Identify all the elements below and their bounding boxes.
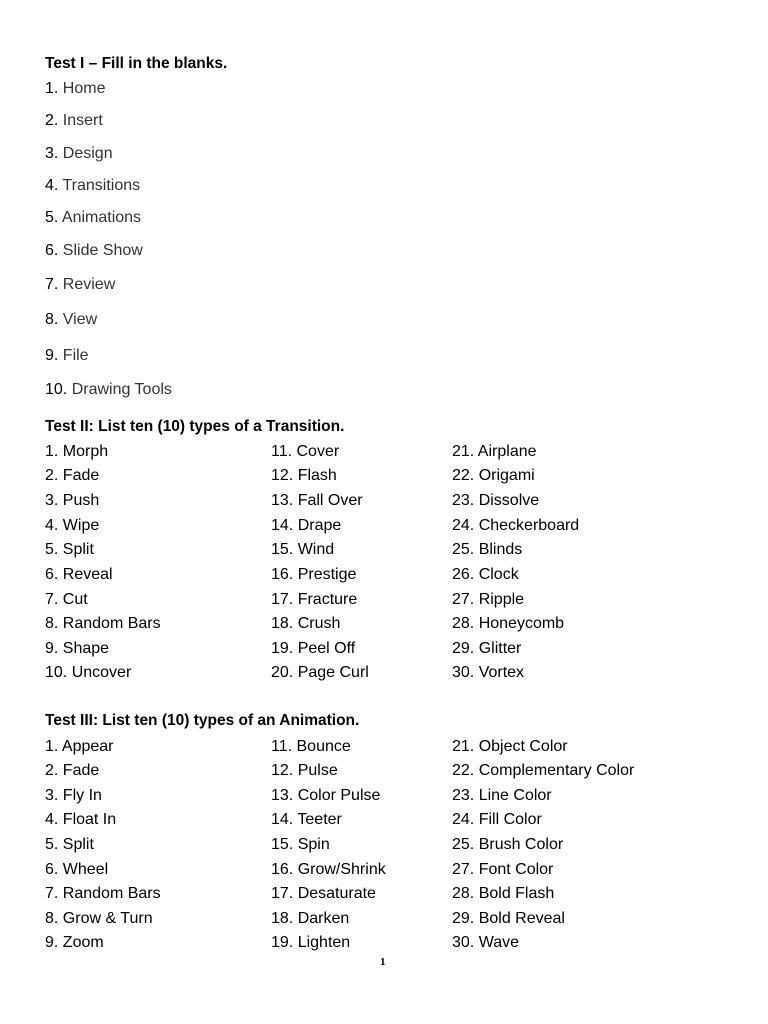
item-number: 2. xyxy=(45,112,59,129)
transition-list-item: 27. Ripple xyxy=(452,591,525,608)
transition-list-item: 17. Fracture xyxy=(271,591,358,608)
animation-list-item: 1. Appear xyxy=(45,738,114,755)
animation-list-item: 2. Fade xyxy=(45,762,100,779)
transition-list-item: 24. Checkerboard xyxy=(452,517,580,534)
transition-list-item: 30. Vortex xyxy=(452,664,525,681)
transition-list-item: 6. Reveal xyxy=(45,566,113,583)
animation-list-item: 18. Darken xyxy=(271,910,350,927)
transition-list-item: 29. Glitter xyxy=(452,640,522,657)
test1-item xyxy=(45,242,143,260)
animation-list-item: 28. Bold Flash xyxy=(452,885,555,902)
transition-list-item: 16. Prestige xyxy=(271,566,357,583)
transition-list-item: 11. Cover xyxy=(271,443,340,460)
test1-heading: Test I – Fill in the blanks. xyxy=(45,55,228,72)
transition-list-item: 13. Fall Over xyxy=(271,492,363,509)
transition-list-item: 9. Shape xyxy=(45,640,110,657)
item-answer: Animations xyxy=(61,209,142,226)
item-answer: Review xyxy=(62,276,116,293)
transition-list-item: 2. Fade xyxy=(45,467,100,484)
animation-list-item: 29. Bold Reveal xyxy=(452,910,565,927)
animation-list-item: 13. Color Pulse xyxy=(271,787,381,804)
animation-list-item: 15. Spin xyxy=(271,836,330,853)
test1-item xyxy=(45,80,105,98)
animation-list-item: 21. Object Color xyxy=(452,738,568,755)
item-answer: Design xyxy=(62,145,113,162)
animation-list-item: 25. Brush Color xyxy=(452,836,564,853)
test1-item xyxy=(45,381,172,399)
test1-item xyxy=(45,347,89,365)
animation-list-item: 4. Float In xyxy=(45,811,117,828)
transition-list-item: 18. Crush xyxy=(271,615,341,632)
transition-list-item: 1. Morph xyxy=(45,443,109,460)
test1-item xyxy=(45,112,103,130)
transition-list-item: 28. Honeycomb xyxy=(452,615,565,632)
animation-list-item: 24. Fill Color xyxy=(452,811,542,828)
item-number: 6. xyxy=(45,242,59,259)
transition-list-item: 4. Wipe xyxy=(45,517,100,534)
test1-item xyxy=(45,145,113,163)
item-number: 5. xyxy=(45,209,59,226)
transition-list-item: 21. Airplane xyxy=(452,443,537,460)
item-number: 4. xyxy=(45,177,59,194)
animation-list-item: 23. Line Color xyxy=(452,787,552,804)
item-number: 3. xyxy=(45,145,59,162)
item-number: 9. xyxy=(45,347,59,364)
item-answer: Drawing Tools xyxy=(71,381,172,398)
test3-heading: Test III: List ten (10) types of an Animation. xyxy=(45,712,360,729)
animation-list-item: 7. Random Bars xyxy=(45,885,161,902)
test1-item xyxy=(45,177,140,195)
transition-list-item: 10. Uncover xyxy=(45,664,132,681)
animation-list-item: 6. Wheel xyxy=(45,861,109,878)
animation-list-item: 14. Teeter xyxy=(271,811,342,828)
animation-list-item: 5. Split xyxy=(45,836,94,853)
item-number: 7. xyxy=(45,276,59,293)
transition-list-item: 3. Push xyxy=(45,492,100,509)
animation-list-item: 9. Zoom xyxy=(45,934,104,951)
transition-list-item: 19. Peel Off xyxy=(271,640,356,657)
test1-item xyxy=(45,311,97,329)
animation-list-item: 8. Grow & Turn xyxy=(45,910,153,927)
test1-item xyxy=(45,276,115,294)
item-answer: Insert xyxy=(62,112,103,129)
test1-item xyxy=(45,209,141,227)
animation-list-item: 30. Wave xyxy=(452,934,519,951)
transition-list-item: 7. Cut xyxy=(45,591,88,608)
transition-list-item: 22. Origami xyxy=(452,467,535,484)
item-answer: View xyxy=(62,311,98,328)
animation-list-item: 3. Fly In xyxy=(45,787,102,804)
item-answer: Slide Show xyxy=(62,242,143,259)
transition-list-item: 20. Page Curl xyxy=(271,664,369,681)
item-number: 8. xyxy=(45,311,59,328)
animation-list-item: 17. Desaturate xyxy=(271,885,376,902)
transition-list-item: 15. Wind xyxy=(271,541,335,558)
transition-list-item: 8. Random Bars xyxy=(45,615,161,632)
test2-heading: Test II: List ten (10) types of a Transition. xyxy=(45,418,345,435)
animation-list-item: 16. Grow/Shrink xyxy=(271,861,386,878)
animation-list-item: 27. Font Color xyxy=(452,861,554,878)
item-answer: Transitions xyxy=(62,177,141,194)
item-number: 1. xyxy=(45,80,59,97)
animation-list-item: 11. Bounce xyxy=(271,738,351,755)
transition-list-item: 23. Dissolve xyxy=(452,492,540,509)
animation-list-item: 19. Lighten xyxy=(271,934,351,951)
transition-list-item: 26. Clock xyxy=(452,566,519,583)
transition-list-item: 12. Flash xyxy=(271,467,337,484)
transition-list-item: 5. Split xyxy=(45,541,94,558)
animation-list-item: 12. Pulse xyxy=(271,762,338,779)
animation-list-item: 22. Complementary Color xyxy=(452,762,635,779)
transition-list-item: 25. Blinds xyxy=(452,541,523,558)
item-answer: Home xyxy=(62,80,106,97)
item-number: 10. xyxy=(45,381,68,398)
transition-list-item: 14. Drape xyxy=(271,517,342,534)
item-answer: File xyxy=(62,347,89,364)
page-number: 1 xyxy=(380,956,386,968)
